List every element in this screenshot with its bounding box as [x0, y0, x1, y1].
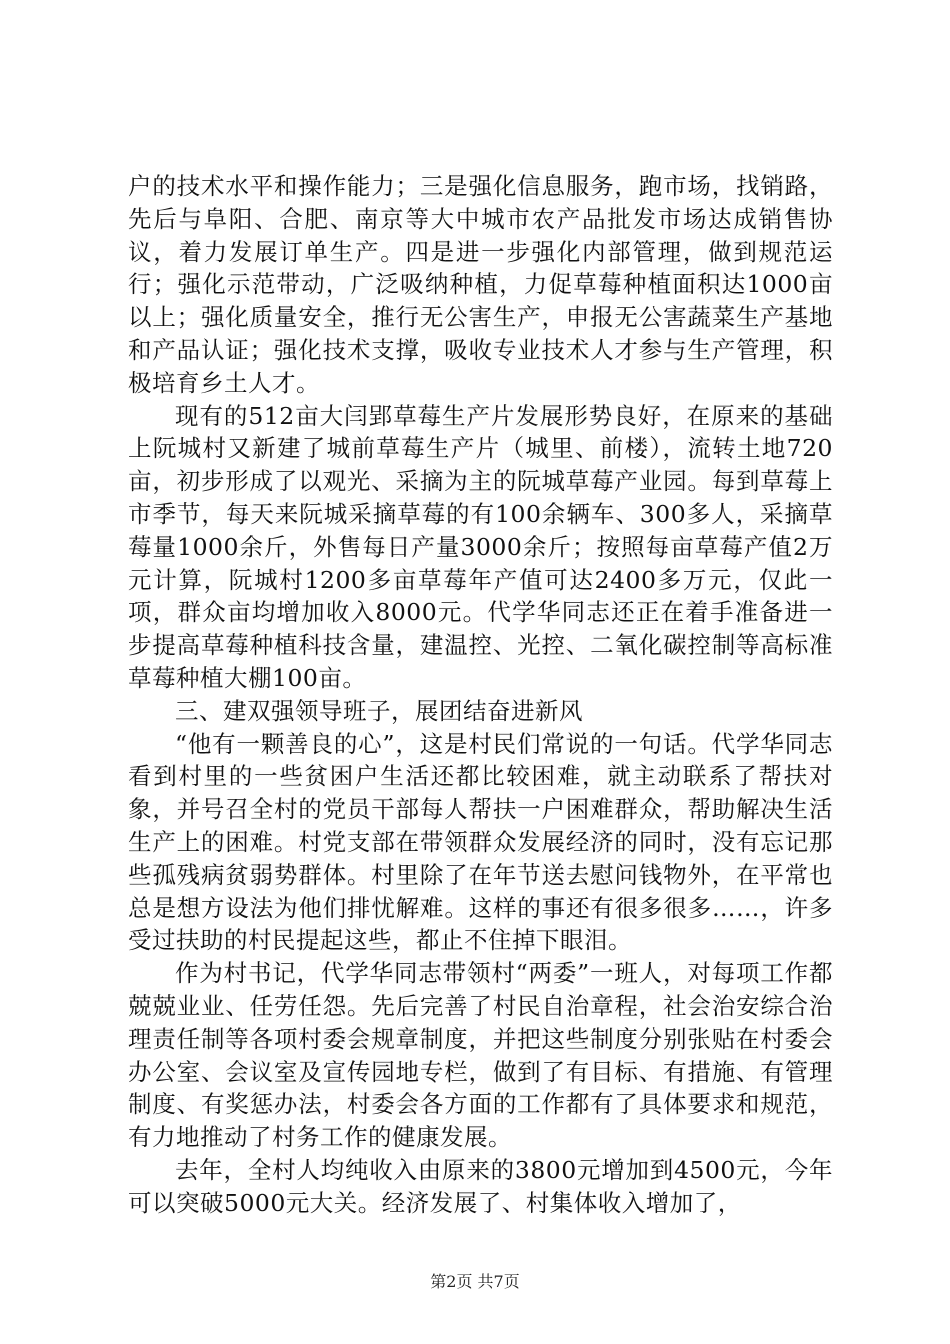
paragraph-income-growth: 去年，全村人均纯收入由原来的3800元增加到4500元，今年可以突破5000元大关。经济发展了、村集体收入增加了，: [128, 1155, 833, 1217]
paragraph-strawberry-industry: 现有的512亩大闫郢草莓生产片发展形势良好，在原来的基础上阮城村又新建了城前草莓生产片（城里、前楼），流转土地720亩，初步形成了以观光、采摘为主的阮城草莓产业园。每到草莓上市季节，每天来阮城采摘草莓的有100余辆车、300多人，采摘草莓量1000余斤，外售每日产量3000余斤；按照每亩草莓产值2万元计算，阮城村1200多亩草莓年产值可达2400多万元，仅此一项，群众亩均增加收入8000元。代学华同志还正在着手准备进一步提高草莓种植科技含量，建温控、光控、二氧化碳控制等高标准草莓种植大棚100亩。: [128, 401, 833, 692]
paragraph-village-secretary: 作为村书记，代学华同志带领村“两委”一班人，对每项工作都兢兢业业、任劳任怨。先后完善了村民自治章程，社会治安综合治理责任制等各项村委会规章制度，并把这些制度分别张贴在村委会办公室、会议室及宣传园地专栏，做到了有目标、有措施、有管理制度、有奖惩办法，村委会各方面的工作都有了具体要求和规范，有力地推动了村务工作的健康发展。: [128, 959, 833, 1152]
section-heading: 三、建双强领导班子，展团结奋进新风: [175, 696, 583, 725]
paragraph-kind-heart: “他有一颗善良的心”，这是村民们常说的一句话。代学华同志看到村里的一些贫困户生活还都比较困难，就主动联系了帮扶对象，并号召全村的党员干部每人帮扶一户困难群众，帮助解决生活生产上的困难。村党支部在带领群众发展经济的同时，没有忘记那些孤残病贫弱势群体。村里除了在年节送去慰问钱物外，在平常也总是想方设法为他们排忧解难。这样的事还有很多很多……，许多受过扶助的村民提起这些，都止不住掉下眼泪。: [128, 729, 833, 955]
paragraph-continuation: 户的技术水平和操作能力；三是强化信息服务，跑市场，找销路，先后与阜阳、合肥、南京等大中城市农产品批发市场达成销售协议，着力发展订单生产。四是进一步强化内部管理，做到规范运行；强化示范带动，广泛吸纳种植，力促草莓种植面积达1000亩以上；强化质量安全，推行无公害生产，申报无公害蔬菜生产基地和产品认证；强化技术支撑，吸收专业技术人才参与生产管理，积极培育乡土人才。: [128, 172, 833, 397]
document-body: [128, 170, 833, 1220]
page-number-footer: 第2页 共7页: [430, 1272, 520, 1291]
